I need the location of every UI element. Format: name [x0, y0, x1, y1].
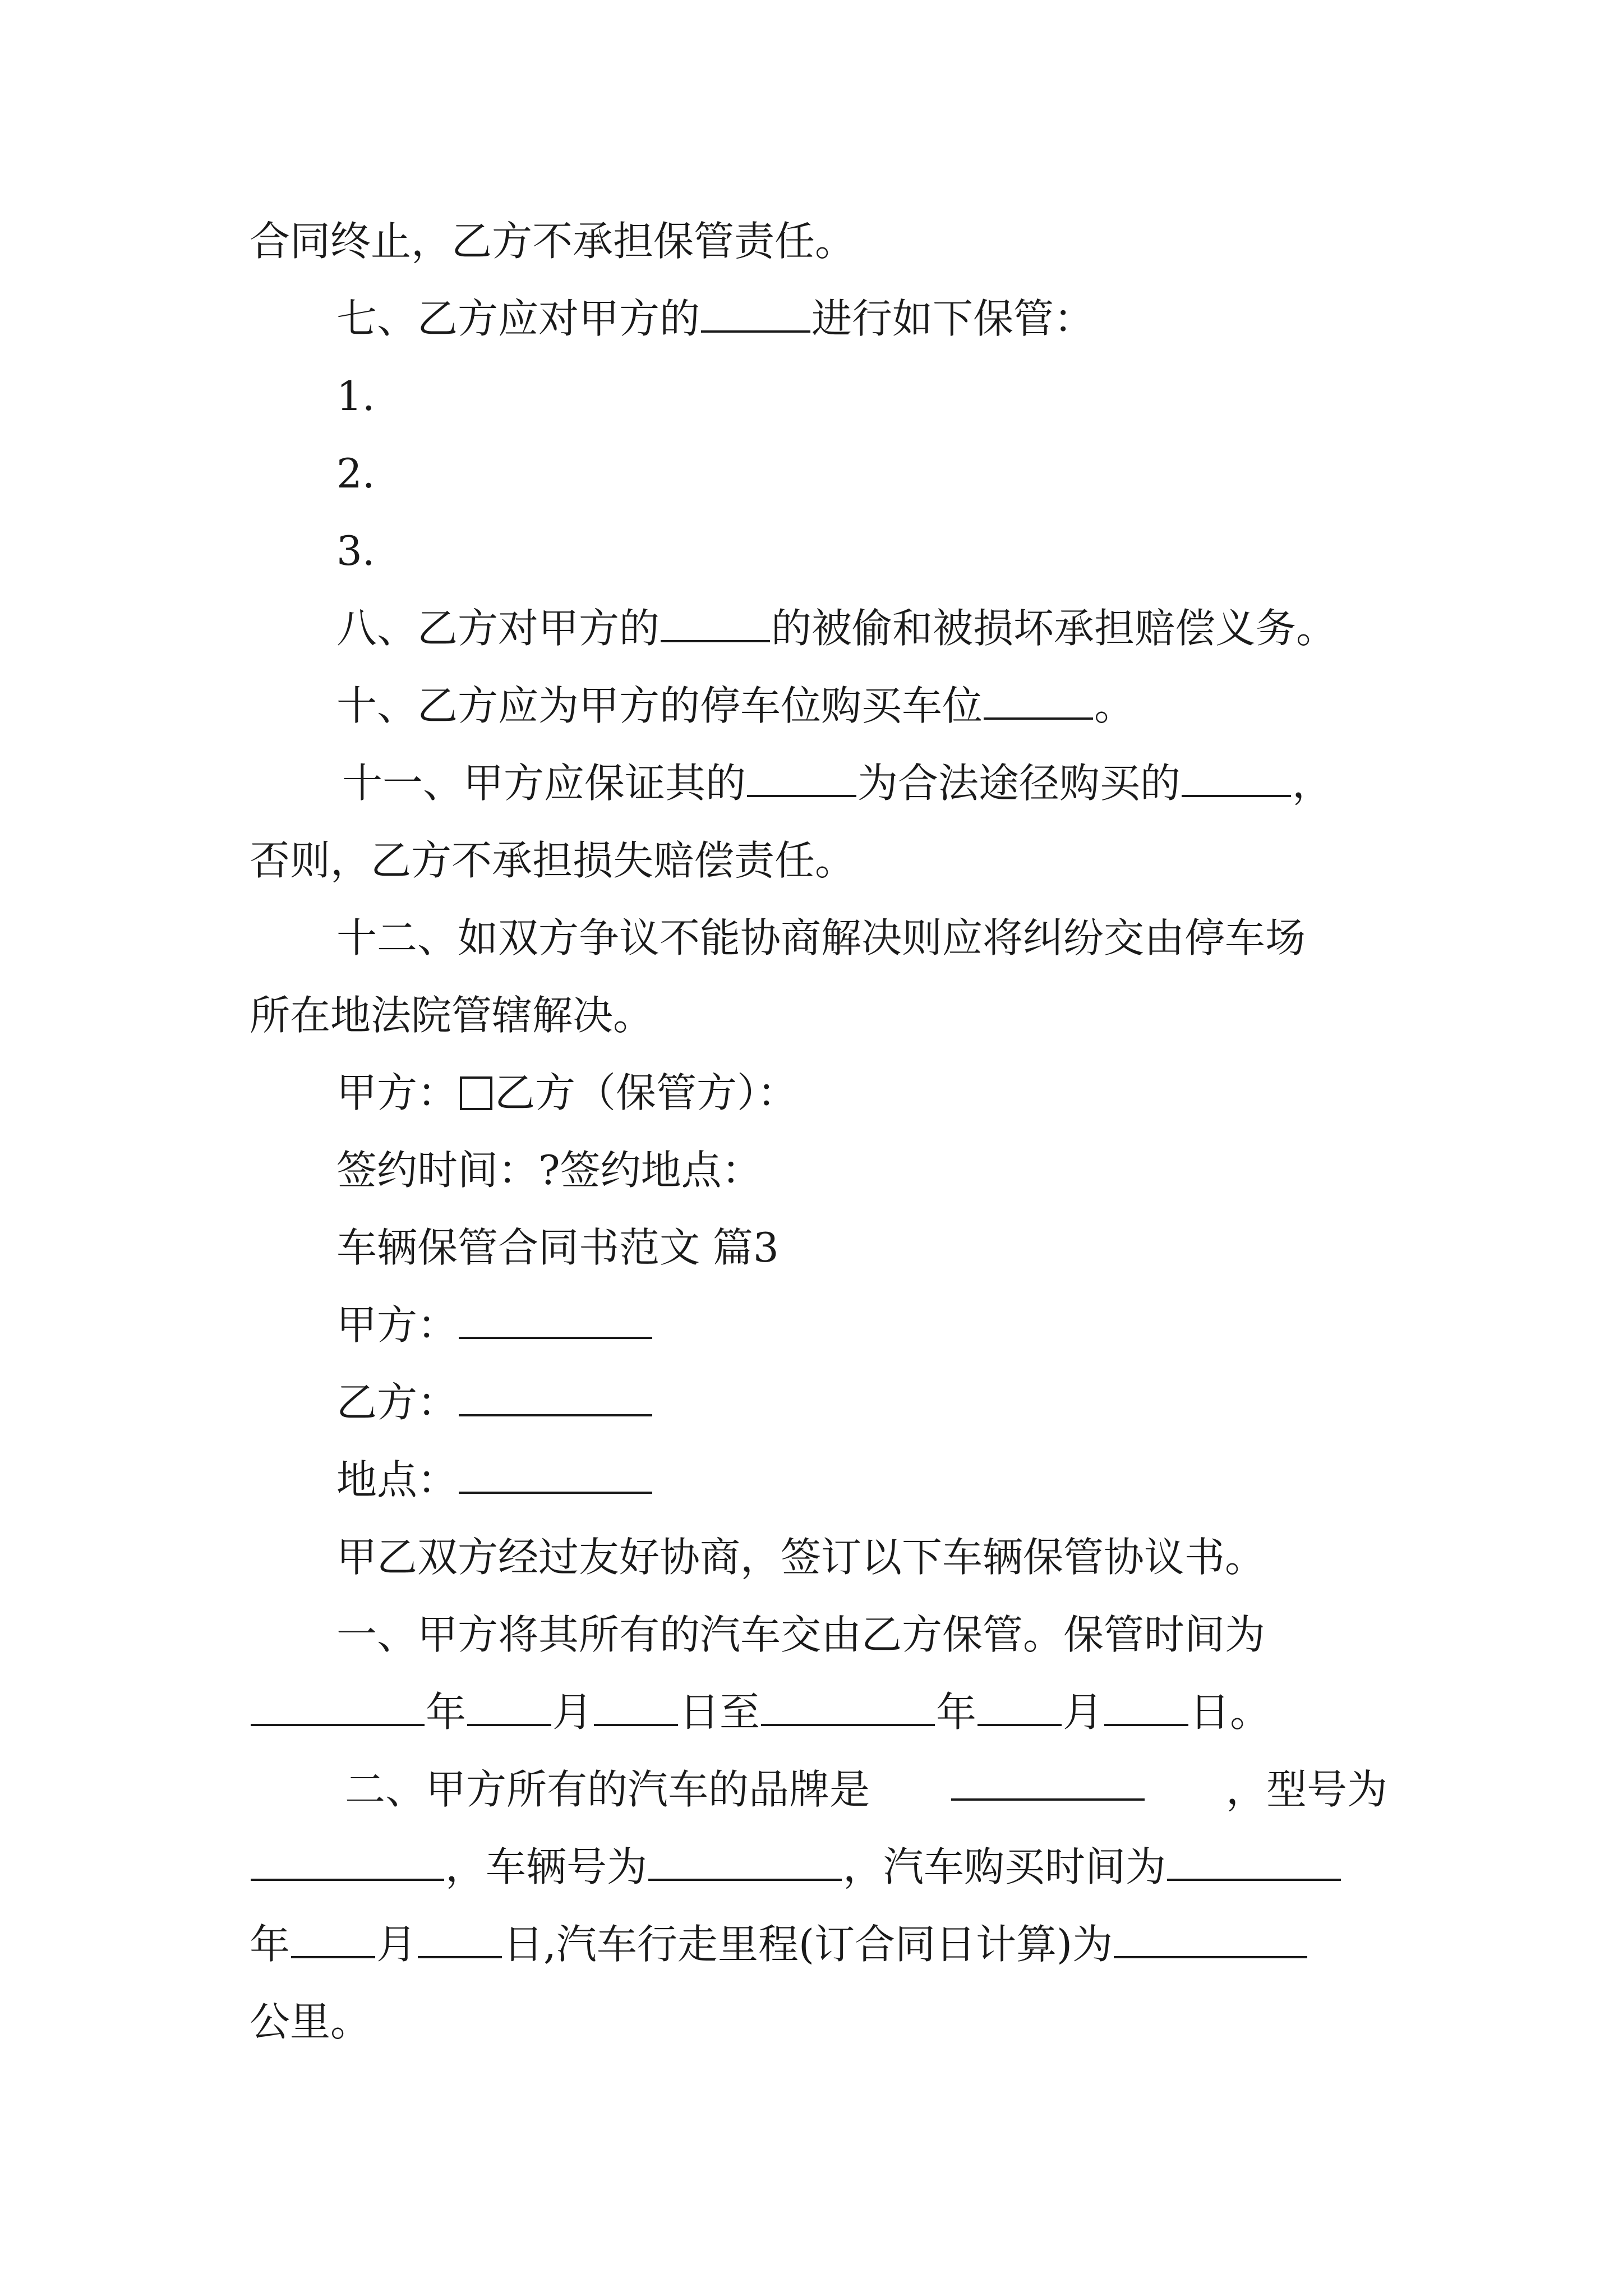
blank-field: [251, 1681, 425, 1726]
clause-eleven-mid: 为合法途径购买的: [857, 760, 1181, 807]
text-line-14: [0, 1214, 1623, 1281]
list-item-1: 1.: [336, 372, 375, 420]
text-line-24: [0, 1988, 1623, 2055]
clause-eleven-end: ，: [1292, 760, 1333, 807]
text-line-4: [0, 440, 1623, 507]
blank-field: [467, 1681, 551, 1726]
clause-twelve-continued: 所在地法院管辖解决。: [250, 992, 654, 1039]
party-a-label: 甲方：: [336, 1069, 458, 1116]
blank-field: [747, 752, 856, 797]
kilometers-label: 公里。: [250, 1998, 371, 2045]
year-label: 年: [936, 1688, 977, 1736]
year-label: 年: [426, 1688, 467, 1736]
text-line-7: [0, 672, 1623, 739]
blank-field: [251, 1836, 444, 1881]
blank-field: [1114, 1913, 1307, 1958]
blank-field: [978, 1681, 1062, 1726]
text-line-20: [0, 1678, 1623, 1746]
clause-eight-start: 八、乙方对甲方的: [336, 605, 660, 652]
text-line-10: [0, 904, 1623, 972]
text-line-21: [0, 1756, 1623, 1823]
text-line-18: [0, 1524, 1623, 1591]
month-label: 月: [552, 1688, 593, 1736]
signing-time-place: 签约时间：?签约地点：: [336, 1147, 762, 1194]
blank-field: [459, 1449, 652, 1494]
day-label: 日。: [1189, 1688, 1271, 1736]
text-line-11: [0, 982, 1623, 1049]
text-line-13: [0, 1137, 1623, 1204]
purchase-time-label: ，汽车购买时间为: [843, 1843, 1166, 1890]
party-a-label: 甲方：: [336, 1301, 458, 1349]
blank-field: [951, 1756, 1145, 1801]
text-line-17: [0, 1446, 1623, 1513]
text-line-23: [0, 1911, 1623, 1978]
blank-field: [291, 1913, 375, 1958]
blank-field: [1104, 1681, 1188, 1726]
clause-one-start: 一、甲方将其所有的汽车交由乙方保管。保管时间为: [336, 1611, 1266, 1658]
text-line-12: [0, 1059, 1623, 1126]
blank-field: [984, 675, 1093, 720]
clause-ten-end: 。: [1094, 682, 1135, 729]
party-b-custodian-label: 乙方（保管方）：: [495, 1069, 798, 1116]
text-line-6: [0, 595, 1623, 662]
checkbox-square-icon: [460, 1076, 492, 1110]
text-line-22: [0, 1833, 1623, 1901]
clause-twelve-start: 十二、如双方争议不能协商解决则应将纠纷交由停车场: [336, 914, 1306, 961]
vehicle-number-label: ，车辆号为: [445, 1843, 648, 1890]
model-label: ，型号为: [1225, 1766, 1387, 1813]
contract-end-clause: 合同终止，乙方不承担保管责任。: [250, 218, 856, 265]
blank-field: [459, 1372, 652, 1416]
month-label: 月: [376, 1921, 417, 1968]
list-item-3: 3.: [336, 527, 375, 574]
blank-field: [1182, 752, 1291, 797]
blank-field: [1167, 1836, 1341, 1881]
blank-field: [594, 1681, 678, 1726]
clause-eleven-continued: 否则，乙方不承担损失赔偿责任。: [250, 837, 856, 884]
blank-field: [648, 1836, 842, 1881]
location-label: 地点：: [336, 1456, 458, 1503]
text-line-15: [0, 1291, 1623, 1359]
list-item-2: 2.: [336, 450, 375, 497]
blank-field: [701, 288, 810, 333]
section-title: 车辆保管合同书范文 篇3: [336, 1224, 779, 1271]
text-line-2: [0, 285, 1623, 352]
year-label: 年: [250, 1921, 291, 1968]
clause-two-start: 二、甲方所有的汽车的品牌是: [345, 1766, 870, 1813]
text-line-5: [0, 517, 1623, 585]
text-line-8: [0, 749, 1623, 817]
blank-field: [761, 1681, 935, 1726]
blank-field: [418, 1913, 502, 1958]
mileage-label: 日,汽车行走里程(订合同日计算)为: [503, 1921, 1113, 1968]
text-line-9: [0, 827, 1623, 894]
clause-eleven-start: 十一、甲方应保证其的: [342, 760, 746, 807]
clause-seven-end: 进行如下保管：: [811, 295, 1095, 342]
blank-field: [661, 597, 770, 642]
text-line-16: [0, 1369, 1623, 1436]
clause-eight-end: 的被偷和被损坏承担赔偿义务。: [771, 605, 1337, 652]
day-to-label: 日至: [679, 1688, 760, 1736]
text-line-3: [0, 362, 1623, 430]
party-b-label: 乙方：: [336, 1379, 458, 1426]
clause-seven-start: 七、乙方应对甲方的: [336, 295, 700, 342]
text-line-19: [0, 1601, 1623, 1668]
blank-field: [459, 1294, 652, 1339]
text-line-1: [0, 208, 1623, 275]
month-label: 月: [1063, 1688, 1104, 1736]
agreement-intro: 甲乙双方经过友好协商，签订以下车辆保管协议书。: [336, 1534, 1266, 1581]
clause-ten-start: 十、乙方应为甲方的停车位购买车位: [336, 682, 983, 729]
